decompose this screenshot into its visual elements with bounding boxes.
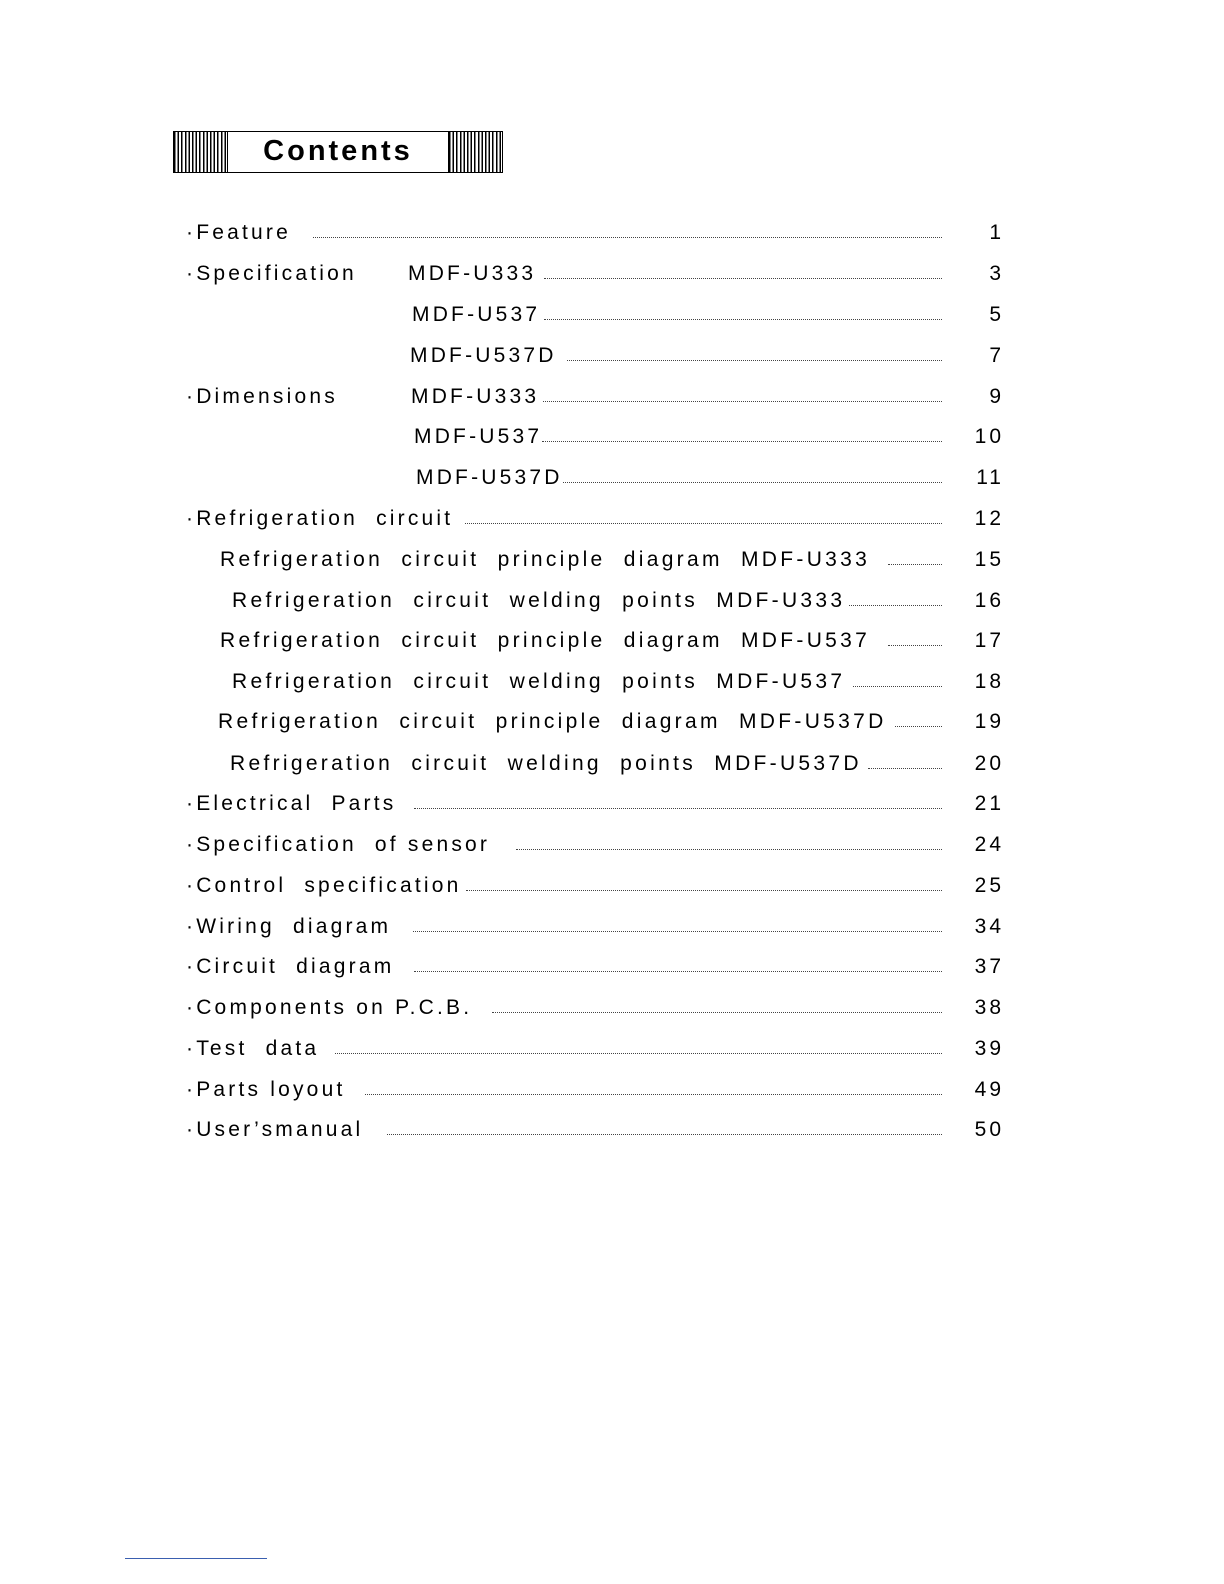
toc-entry-model: MDF-U537 (414, 425, 543, 448)
toc-entry-principle-u333[interactable] (220, 545, 1004, 575)
toc-entry-principle-u537[interactable] (220, 626, 1004, 656)
toc-entry-wiring-diagram[interactable] (186, 912, 1004, 942)
toc-leader (567, 360, 942, 361)
toc-page-number: 16 (974, 589, 1004, 612)
toc-leader (853, 686, 942, 687)
toc-leader (387, 1134, 942, 1135)
toc-leader (849, 605, 942, 606)
toc-page-number: 24 (974, 833, 1004, 856)
toc-leader (543, 401, 942, 402)
toc-entry-label: ·Specification (186, 262, 357, 285)
toc-entry-refrigeration-circuit[interactable] (186, 504, 1004, 534)
toc-entry-model: MDF-U537D (410, 344, 557, 367)
toc-page-number: 9 (989, 385, 1004, 408)
toc-leader (313, 237, 942, 238)
toc-entry-test-data[interactable] (186, 1034, 1004, 1064)
contents-title-box (173, 131, 503, 173)
toc-entry-parts-layout[interactable] (186, 1075, 1004, 1105)
toc-leader (544, 278, 942, 279)
toc-leader (868, 768, 942, 769)
toc-entry-dimensions-u537[interactable] (186, 422, 1004, 452)
toc-entry-components-pcb[interactable] (186, 993, 1004, 1023)
toc-entry-specification-u537[interactable] (186, 300, 1004, 330)
toc-page-number: 50 (974, 1118, 1004, 1141)
toc-entry-label: Refrigeration circuit welding points MDF-U333 (232, 589, 846, 612)
toc-entry-specification[interactable] (186, 259, 1004, 289)
toc-page-number: 1 (989, 221, 1004, 244)
toc-entry-control-specification[interactable] (186, 871, 1004, 901)
toc-entry-label: ·Refrigeration circuit (186, 507, 454, 530)
toc-entry-electrical-parts[interactable] (186, 789, 1004, 819)
toc-entry-label: Refrigeration circuit welding points MDF-U537 (232, 670, 846, 693)
toc-page-number: 10 (974, 425, 1004, 448)
toc-entry-model: MDF-U537D (416, 466, 563, 489)
toc-entry-principle-u537d[interactable] (218, 707, 1004, 737)
toc-entry-label: Refrigeration circuit principle diagram MDF-U537D (218, 710, 887, 733)
toc-page-number: 11 (976, 466, 1004, 489)
toc-page-number: 37 (974, 955, 1004, 978)
toc-leader (542, 441, 942, 442)
title-stripes-left (174, 132, 228, 172)
toc-leader (563, 482, 942, 483)
toc-entry-dimensions-u537d[interactable] (186, 463, 1004, 493)
toc-entry-label: Refrigeration circuit principle diagram MDF-U333 (220, 548, 871, 571)
toc-leader (413, 931, 942, 932)
toc-page-number: 17 (974, 629, 1004, 652)
toc-entry-label: ·Circuit diagram (186, 955, 395, 978)
toc-page-number: 49 (974, 1078, 1004, 1101)
toc-page-number: 5 (989, 303, 1004, 326)
toc-leader (888, 645, 942, 646)
toc-page-number: 25 (974, 874, 1004, 897)
toc-entry-label: ·Components on P.C.B. (186, 996, 473, 1019)
toc-entry-label: ·Dimensions (186, 385, 338, 408)
toc-entry-model: MDF-U537 (412, 303, 541, 326)
toc-entry-label: ·Feature (186, 221, 291, 244)
toc-page-number: 19 (974, 710, 1004, 733)
toc-entry-label: ·Parts loyout (186, 1078, 346, 1101)
toc-entry-welding-u333[interactable] (232, 586, 1004, 616)
toc-page-number: 34 (974, 915, 1004, 938)
toc-leader (466, 890, 942, 891)
toc-entry-welding-u537d[interactable] (230, 749, 1004, 779)
toc-entry-model: MDF-U333 (408, 262, 537, 285)
toc-page-number: 38 (974, 996, 1004, 1019)
toc-leader (335, 1053, 942, 1054)
toc-page-number: 39 (974, 1037, 1004, 1060)
toc-entry-specification-u537d[interactable] (186, 341, 1004, 371)
toc-leader (895, 726, 942, 727)
toc-entry-dimensions[interactable] (186, 382, 1004, 412)
toc-entry-label: ·Wiring diagram (186, 915, 392, 938)
footer-rule (125, 1558, 267, 1559)
toc-entry-welding-u537[interactable] (232, 667, 1004, 697)
toc-entry-label: ·Control specification (186, 874, 462, 897)
toc-page-number: 18 (974, 670, 1004, 693)
toc-entry-label: ·User’smanual (186, 1118, 364, 1141)
toc-entry-feature[interactable] (186, 218, 1004, 248)
toc-leader (465, 523, 942, 524)
toc-entry-model: MDF-U333 (411, 385, 540, 408)
toc-leader (365, 1094, 942, 1095)
toc-entry-label: ·Test data (186, 1037, 320, 1060)
toc-leader (544, 319, 942, 320)
toc-page-number: 7 (989, 344, 1004, 367)
toc-entry-label: ·Electrical Parts (186, 792, 397, 815)
toc-leader (492, 1012, 942, 1013)
toc-page-number: 15 (974, 548, 1004, 571)
toc-entry-label: ·Specification of sensor (186, 833, 491, 856)
toc-leader (414, 808, 942, 809)
toc-page-number: 20 (974, 752, 1004, 775)
toc-page-number: 21 (974, 792, 1004, 815)
toc-entry-specification-sensor[interactable] (186, 830, 1004, 860)
toc-page-number: 12 (974, 507, 1004, 530)
title-stripes-right (448, 132, 502, 172)
toc-entry-circuit-diagram[interactable] (186, 952, 1004, 982)
toc-entry-label: Refrigeration circuit welding points MDF-U537D (230, 752, 862, 775)
toc-leader (516, 849, 942, 850)
toc-page-number: 3 (989, 262, 1004, 285)
toc-entry-label: Refrigeration circuit principle diagram MDF-U537 (220, 629, 871, 652)
toc-entry-users-manual[interactable] (186, 1115, 1004, 1145)
toc-leader (888, 564, 942, 565)
toc-leader (414, 971, 942, 972)
page-title: Contents (263, 135, 413, 167)
